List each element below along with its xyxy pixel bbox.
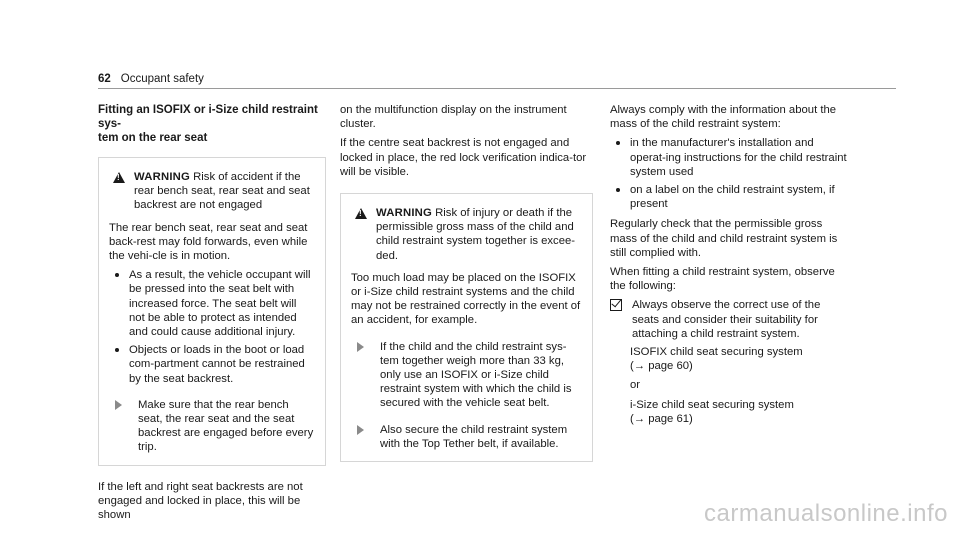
- paragraph: If the centre seat backrest is not engaged and locked in place, the red lock verification indica-tor will be visible.: [340, 137, 587, 178]
- paragraph: Always comply with the information about the mass of the child restraint system:: [610, 104, 837, 131]
- warning-box-mass: [340, 193, 593, 462]
- warning-text: WARNING Risk of injury or death if the permissible gross mass of the child and child restraint system together is excee-ded.: [376, 207, 576, 262]
- warning-body: The rear bench seat, rear seat and seat back-rest may fold forwards, even while the vehi-cle is in motion.: [109, 221, 308, 263]
- action-arrow-icon: [357, 342, 364, 352]
- section-heading: Fitting an ISOFIX or i-Size child restraint sys- tem on the rear seat: [98, 104, 318, 144]
- checklist-item: [610, 298, 850, 341]
- watermark: carmanualsonline.info: [704, 499, 948, 527]
- warning-header: [109, 170, 315, 213]
- action-step: [109, 398, 315, 455]
- warning-body: Too much load may be placed on the ISOFIX or i-Size child restraint systems and the child may not be restrained correctly in the event of an accident, for example.: [351, 271, 581, 327]
- list-item: As a result, the vehicle occupant will be pressed into the seat belt with increased force. The seat belt will not be able to protect as intended and could cause additional injury.: [109, 268, 315, 339]
- warning-box-backrest: [98, 157, 326, 466]
- column-3: [610, 103, 850, 426]
- action-arrow-icon: [357, 425, 364, 435]
- reference-isofix: ISOFIX child seat securing system: [630, 346, 803, 359]
- section-title: Occupant safety: [120, 73, 204, 85]
- warning-bullets: [109, 268, 315, 386]
- page-header: [98, 72, 204, 86]
- action-text: Also secure the child restraint system with the Top Tether belt, if available.: [380, 423, 568, 450]
- list-item: in the manufacturer's installation and operat-ing instructions for the child restraint system used: [610, 136, 850, 179]
- header-divider: [98, 88, 896, 89]
- column-1: [98, 103, 326, 527]
- list-item: on a label on the child restraint system, if present: [610, 183, 850, 211]
- action-text: Make sure that the rear bench seat, the rear seat and the seat backrest are engaged before every trip.: [138, 398, 314, 454]
- list-item: Objects or loads in the boot or load com-partment cannot be restrained by the seat backrest.: [109, 343, 315, 386]
- action-step: [351, 340, 582, 411]
- warning-header: [351, 206, 582, 263]
- checkmark-icon: [610, 299, 622, 311]
- column-2: [340, 103, 593, 476]
- warning-text: WARNING Risk of accident if the rear bench seat, rear seat and seat backrest are not engaged: [134, 171, 310, 212]
- page-number: 62: [98, 73, 111, 85]
- checklist-text: Always observe the correct use of the seats and consider their suitability for attaching a child restraint system.: [632, 299, 821, 340]
- paragraph: When fitting a child restraint system, observe the following:: [610, 266, 835, 293]
- info-bullets: [610, 136, 850, 211]
- paragraph: Regularly check that the permissible gross mass of the child and child restraint system is still complied with.: [610, 218, 838, 259]
- reference-isize: i-Size child seat securing system: [630, 398, 794, 411]
- action-arrow-icon: [115, 400, 122, 410]
- paragraph: If the left and right seat backrests are not engaged and locked in place, this will be shown: [98, 480, 303, 522]
- warning-triangle-icon: [113, 172, 125, 183]
- paragraph: on the multifunction display on the instrument cluster.: [340, 104, 567, 131]
- cross-references: [610, 345, 850, 426]
- action-text: If the child and the child restraint sys-tem together weigh more than 33 kg, only use an ISOFIX or i-Size child restraint system with which the child is secured with the vehicle seat belt.: [380, 340, 572, 410]
- action-step: [351, 423, 582, 451]
- or-text: or: [630, 379, 641, 392]
- page-link-61[interactable]: (→ page 61): [630, 412, 693, 425]
- page-link-60[interactable]: (→ page 60): [630, 360, 693, 373]
- warning-triangle-icon: [355, 208, 367, 219]
